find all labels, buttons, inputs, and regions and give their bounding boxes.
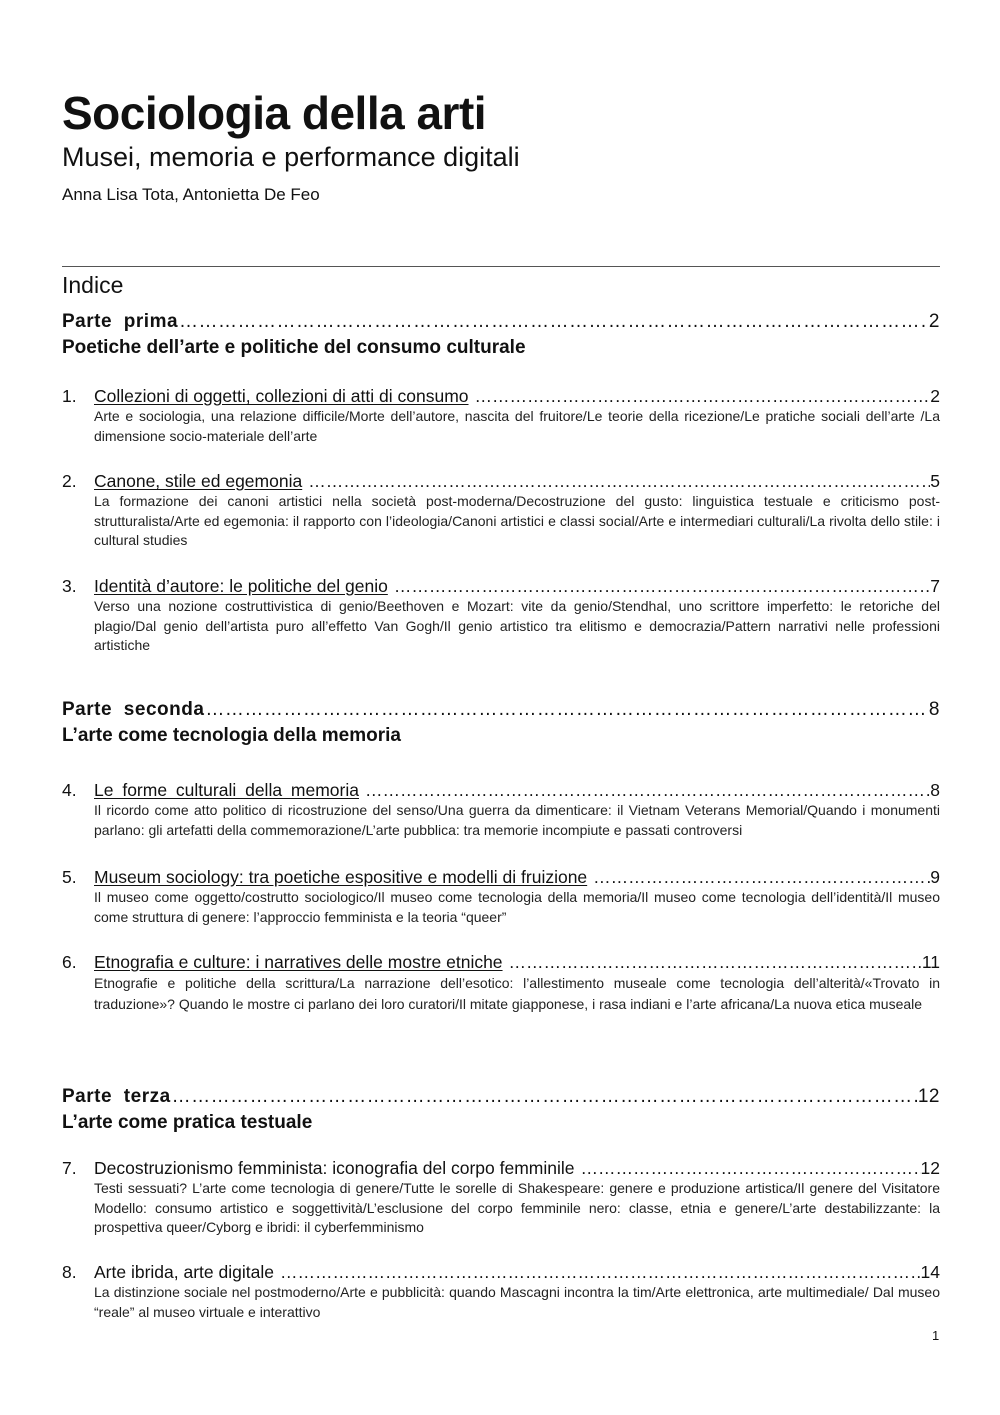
- part-label: Parte terza: [62, 1086, 171, 1107]
- chapter-page: 12: [920, 1158, 940, 1178]
- chapter-number: 4.: [62, 780, 77, 800]
- chapter-page: 14: [920, 1262, 940, 1282]
- chapter-title-link[interactable]: Le forme culturali della memoria: [94, 780, 359, 800]
- chapter-description: Verso una nozione costruttivistica di genio/Beethoven e Mozart: vite da genio/Stendhal, uno scrittore imperfetto: le retoriche del plagio/Dal genio dell’artista puro all’effetto Van Gogh/Il genio artistico tra elitismo e democrazia/Pattern narrativi nelle professioni artistiche: [94, 598, 940, 653]
- book-title: Sociologia della arti: [62, 87, 487, 139]
- chapter-title-link[interactable]: Collezioni di oggetti, collezioni di atti di consumo: [94, 386, 469, 406]
- chapter-entry: [62, 386, 940, 446]
- leader-dots: [509, 952, 922, 973]
- chapter-entry: [62, 952, 940, 1015]
- chapter-page: 7: [930, 576, 940, 596]
- divider: [62, 266, 940, 267]
- chapter-entry: [62, 1158, 940, 1238]
- part-heading: [62, 1086, 940, 1134]
- chapter-description: La formazione dei canoni artistici nella società post-moderna/Decostruzione del gusto: linguistica testuale e criticismo post-strutturalista/Arte ed egemonia: il rapporto con l’ideologia/Canoni artistici e classi social/Arte e intermediari culturali/La rivolta dello stile: i cultural studies: [94, 493, 940, 548]
- chapter-page: 8: [930, 780, 940, 800]
- leader-dots: [394, 576, 930, 597]
- part-label: Parte prima: [62, 311, 179, 332]
- chapter-entry: [62, 576, 940, 656]
- page-number: 1: [932, 1328, 940, 1343]
- leader-dots: [179, 311, 928, 333]
- part-label: Parte seconda: [62, 699, 205, 720]
- leader-dots: [205, 699, 928, 721]
- chapter-description: Il museo come oggetto/costrutto sociologico/Il museo come tecnologia della memoria/Il museo come tecnologia dell’identità/Il museo come struttura di genere: l’approccio femminista e la teoria “queer”: [94, 889, 940, 925]
- chapter-entry: [62, 780, 940, 840]
- chapter-entry: [62, 471, 940, 551]
- chapter-description: Testi sessuati? L’arte come tecnologia di genere/Tutte le sorelle di Shakespeare: genere e produzione artistica/Il genere del Visitatore Modello: consumo artistico e soggettività/L’esclusione del corpo femminile nero: classe, etnia e genere/L’arte destabilizzante: la prospettiva queer/Cyborg e ibridi: il cyberfemminismo: [94, 1180, 940, 1235]
- book-subtitle: Musei, memoria e performance digitali: [62, 142, 520, 172]
- leader-dots: [280, 1262, 921, 1283]
- chapter-title-link[interactable]: Museum sociology: tra poetiche espositive e modelli di fruizione: [94, 867, 588, 887]
- chapter-number: 1.: [62, 386, 77, 406]
- chapter-page: 2: [930, 386, 940, 406]
- part-page: 2: [928, 311, 940, 332]
- leader-dots: [172, 1086, 917, 1108]
- part-subtitle: Poetiche dell’arte e politiche del consumo culturale: [62, 337, 526, 358]
- part-page: 12: [917, 1086, 940, 1107]
- chapter-description: Il ricordo come atto politico di ricostruzione del senso/Una guerra da dimenticare: il Vietnam Veterans Memorial/Quando i monumenti parlano: gli artefatti della commemorazione/L’arte pubblica: tra memorie incompiute e passati controversi: [94, 802, 940, 838]
- part-page: 8: [928, 699, 940, 720]
- chapter-number: 5.: [62, 867, 77, 887]
- chapter-page: 9: [930, 867, 940, 887]
- leader-dots: [308, 471, 930, 492]
- leader-dots: [593, 867, 930, 888]
- part-subtitle: L’arte come pratica testuale: [62, 1112, 313, 1133]
- chapter-description: Arte e sociologia, una relazione difficile/Morte dell’autore, nascita del fruitore/Le teorie della ricezione/Le pratiche sociali dell’arte /La dimensione socio-materiale dell’arte: [94, 408, 940, 444]
- leader-dots: [580, 1158, 920, 1179]
- chapter-description: Etnografie e politiche della scrittura/La narrazione dell’esotico: l’allestimento museale come tecnologia dell’alterità/«Trovato in traduzione»? Quando le mostre ci parlano dei loro curatori/Il mitate giapponese, i rasa indiani e l’arte africana/La nuova etica museale: [94, 975, 940, 1012]
- index-heading: Indice: [62, 272, 124, 298]
- chapter-number: 6.: [62, 952, 77, 972]
- chapter-title-link[interactable]: Canone, stile ed egemonia: [94, 471, 303, 491]
- chapter-description: La distinzione sociale nel postmoderno/Arte e pubblicità: quando Mascagni incontra la tim/Arte elettronica, arte multimediale/ Dal museo “reale” al museo virtuale e interattivo: [94, 1284, 940, 1320]
- part-heading: [62, 311, 940, 359]
- chapter-title: Decostruzionismo femminista: iconografia del corpo femminile: [94, 1158, 575, 1178]
- part-subtitle: L’arte come tecnologia della memoria: [62, 725, 401, 746]
- chapter-title-link[interactable]: Etnografia e culture: i narratives delle mostre etniche: [94, 952, 503, 972]
- chapter-number: 7.: [62, 1158, 77, 1178]
- chapter-number: 3.: [62, 576, 77, 596]
- leader-dots: [365, 780, 930, 801]
- chapter-page: 11: [921, 952, 940, 972]
- chapter-entry: [62, 867, 940, 927]
- chapter-entry: [62, 1262, 940, 1322]
- chapter-title-link[interactable]: Identità d’autore: le politiche del genio: [94, 576, 388, 596]
- leader-dots: [475, 386, 931, 407]
- part-heading: [62, 699, 940, 747]
- chapter-page: 5: [930, 471, 940, 491]
- chapter-number: 2.: [62, 471, 77, 491]
- chapter-title: Arte ibrida, arte digitale: [94, 1262, 274, 1282]
- book-authors: Anna Lisa Tota, Antonietta De Feo: [62, 185, 320, 204]
- chapter-number: 8.: [62, 1262, 77, 1282]
